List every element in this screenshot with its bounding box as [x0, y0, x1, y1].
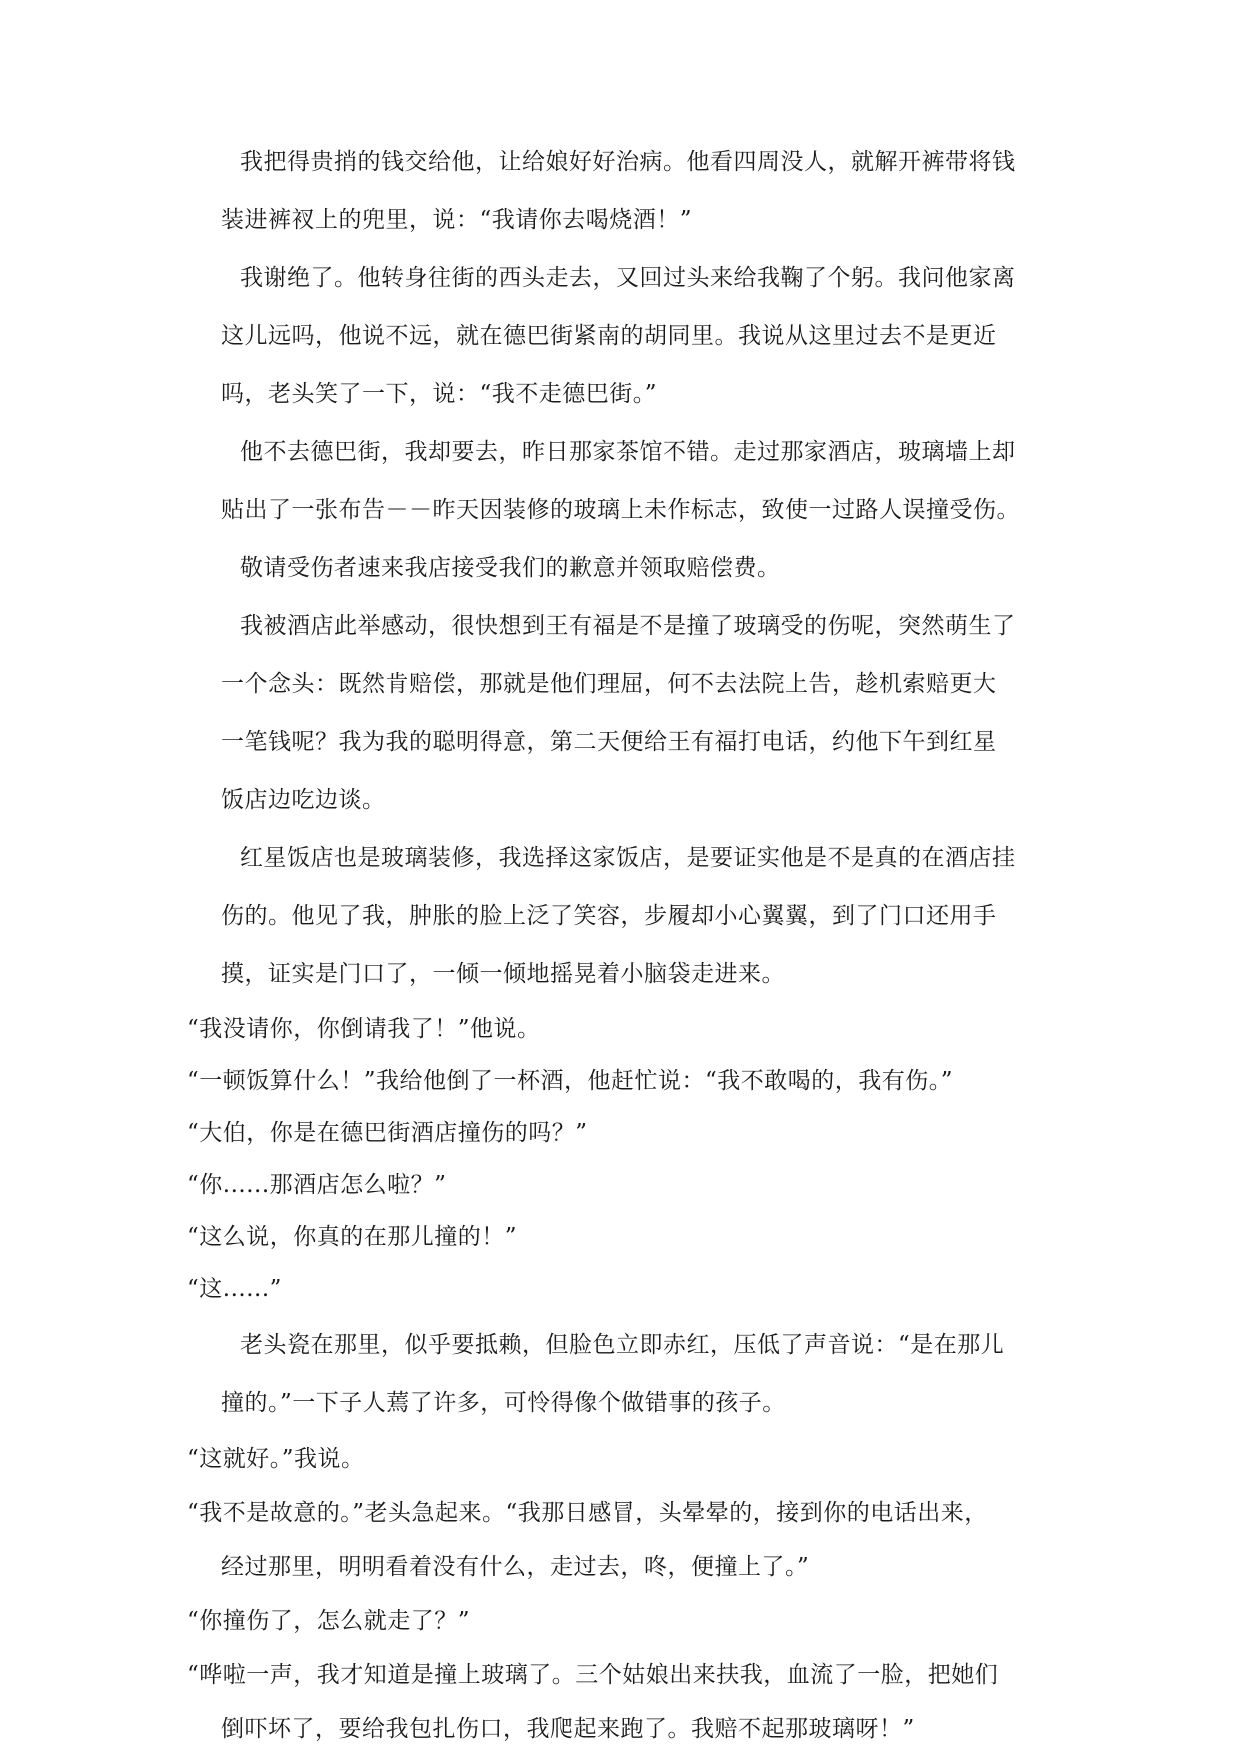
text-line: 一个念头：既然肯赔偿，那就是他们理屈，何不去法院上告，趁机索赔更大 [221, 671, 997, 697]
text-line: 撞的。”一下子人蔫了许多，可怜得像个做错事的孩子。 [221, 1390, 786, 1416]
text-line: 这儿远吗，他说不远，就在德巴街紧南的胡同里。我说从这里过去不是更近 [221, 323, 997, 349]
text-line: 老头瓷在那里，似乎要抵赖，但脸色立即赤红，压低了声音说：“是在那儿 [240, 1332, 1005, 1358]
text-line: 贴出了一张布告－－昨天因装修的玻璃上未作标志，致使一过路人误撞受伤。 [221, 497, 1020, 523]
text-line: “哗啦一声，我才知道是撞上玻璃了。三个姑娘出来扶我，血流了一脸，把她们 [187, 1662, 999, 1688]
text-line: 摸，证实是门口了，一倾一倾地摇晃着小脑袋走进来。 [221, 961, 785, 987]
text-line: “你撞伤了，怎么就走了？” [187, 1608, 471, 1634]
text-line: “我没请你，你倒请我了！”他说。 [187, 1016, 541, 1042]
text-line: “我不是故意的。”老头急起来。“我那日感冒，头晕晕的，接到你的电话出来， [187, 1500, 988, 1526]
text-line: “大伯，你是在德巴街酒店撞伤的吗？” [187, 1120, 588, 1146]
text-line: 装进裤衩上的兜里，说：“我请你去喝烧酒！” [221, 207, 693, 233]
text-line: “你......那酒店怎么啦？” [187, 1172, 447, 1198]
text-line: “这么说，你真的在那儿撞的！” [187, 1224, 518, 1250]
text-line: 经过那里，明明看着没有什么，走过去，咚，便撞上了。” [221, 1554, 810, 1580]
text-line: 吗，老头笑了一下，说：“我不走德巴街。” [221, 381, 658, 407]
text-line: 红星饭店也是玻璃装修，我选择这家饭店，是要证实他是不是真的在酒店挂 [240, 845, 1016, 871]
text-line: 饭店边吃边谈。 [221, 787, 386, 813]
text-line: 我被酒店此举感动，很快想到王有福是不是撞了玻璃受的伤呢，突然萌生了 [240, 613, 1016, 639]
text-line: 伤的。他见了我，肿胀的脸上泛了笑容，步履却小心翼翼，到了门口还用手 [221, 903, 997, 929]
text-line: 倒吓坏了，要给我包扎伤口，我爬起来跑了。我赔不起那玻璃呀！” [221, 1716, 915, 1742]
text-line: 我把得贵捎的钱交给他，让给娘好好治病。他看四周没人，就解开裤带将钱 [240, 149, 1016, 175]
text-line: “这......” [187, 1276, 282, 1302]
text-line: 他不去德巴街，我却要去，昨日那家茶馆不错。走过那家酒店，玻璃墙上却 [240, 439, 1016, 465]
text-line: 一笔钱呢？我为我的聪明得意，第二天便给王有福打电话，约他下午到红星 [221, 729, 997, 755]
text-line: 我谢绝了。他转身往街的西头走去，又回过头来给我鞠了个躬。我问他家离 [240, 265, 1016, 291]
text-line: 敬请受伤者速来我店接受我们的歉意并领取赔偿费。 [240, 555, 781, 581]
text-line: “这就好。”我说。 [187, 1446, 365, 1472]
text-line: “一顿饭算什么！”我给他倒了一杯酒，他赶忙说：“我不敢喝的，我有伤。” [187, 1068, 954, 1094]
